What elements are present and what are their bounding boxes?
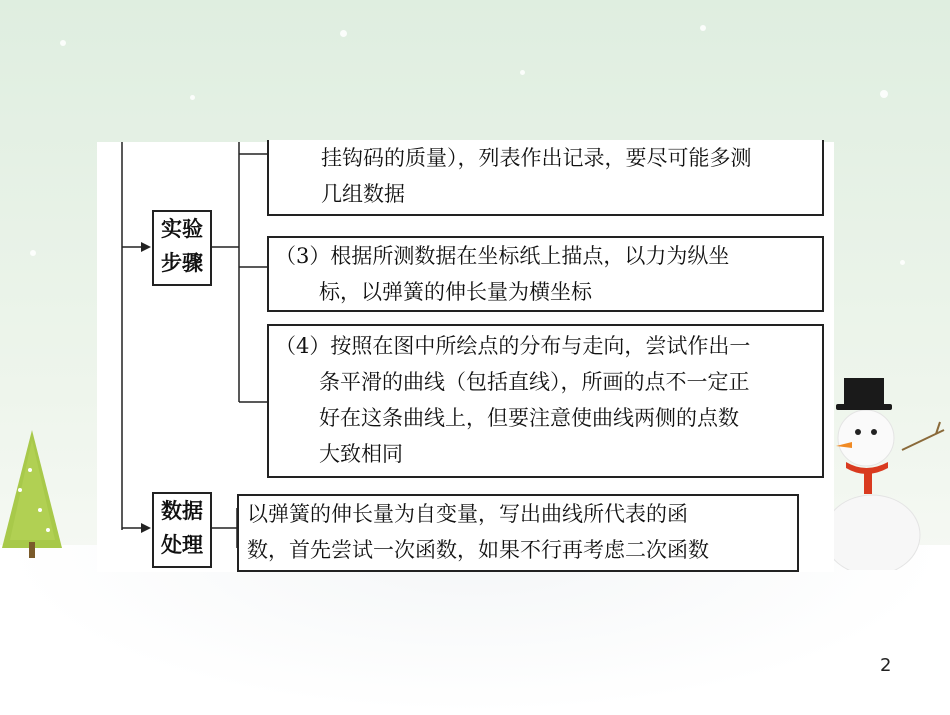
step-2-box — [267, 140, 824, 216]
data-processing-label — [152, 492, 212, 568]
steps-label — [152, 210, 212, 286]
step-3-box — [267, 236, 824, 312]
step-4-line3: 好在这条曲线上，但要注意使曲线两侧的点数 — [319, 406, 739, 430]
step-3-line2: 标，以弹簧的伸长量为横坐标 — [319, 280, 592, 304]
step-4-line2: 条平滑的曲线（包括直线），所画的点不一定正 — [319, 370, 750, 394]
step-3-line1: （3）根据所测数据在坐标纸上描点，以力为纵坐 — [275, 244, 730, 268]
step-4-line4: 大致相同 — [319, 442, 403, 466]
snowflake — [190, 95, 195, 100]
data-label-line1: 数据 — [161, 499, 203, 523]
snowflake — [900, 260, 905, 265]
snowflake — [30, 250, 36, 256]
snowflake — [880, 90, 888, 98]
snowman-illustration — [822, 370, 950, 570]
data-line1: 以弹簧的伸长量为自变量，写出曲线所代表的函 — [247, 502, 688, 526]
step-2-line1: 挂钩码的质量），列表作出记录，要尽可能多测 — [321, 146, 752, 170]
data-line2: 数，首先尝试一次函数，如果不行再考虑二次函数 — [247, 538, 709, 562]
steps-label-line2: 步骤 — [161, 251, 203, 275]
step-4-line1: （4）按照在图中所绘点的分布与走向，尝试作出一 — [275, 334, 751, 358]
snowflake — [520, 70, 525, 75]
data-processing-box — [237, 494, 799, 572]
flowchart-panel — [97, 142, 834, 572]
step-4-box — [267, 324, 824, 478]
page-number: 2 — [880, 655, 892, 676]
snowflake — [340, 30, 347, 37]
snowflake — [700, 25, 706, 31]
snowflake — [60, 40, 66, 46]
tree-illustration — [0, 430, 70, 570]
steps-label-line1: 实验 — [161, 217, 203, 241]
step-2-line2: 几组数据 — [321, 182, 405, 206]
data-label-line2: 处理 — [161, 533, 203, 557]
